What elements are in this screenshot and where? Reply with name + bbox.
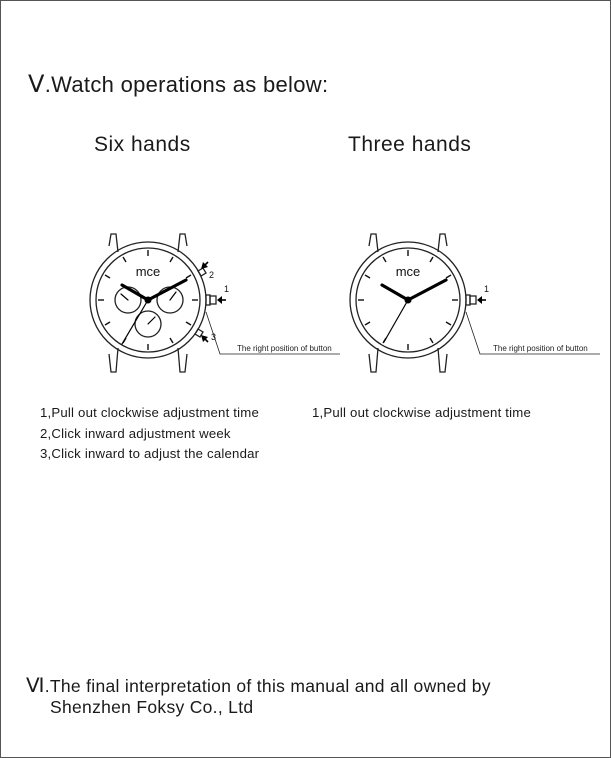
section-6-statement bbox=[26, 676, 491, 718]
three-hands-title: Three hands bbox=[348, 133, 472, 156]
button-position-note: The right position of button bbox=[493, 344, 588, 353]
second-hand bbox=[122, 300, 148, 344]
section-5-numeral: Ⅴ bbox=[28, 72, 45, 98]
crown-1-cap-icon bbox=[470, 296, 476, 304]
marker-1: 1 bbox=[224, 284, 230, 294]
lug-top-left bbox=[369, 234, 378, 252]
hour-hand bbox=[382, 285, 408, 300]
marker-1: 1 bbox=[484, 284, 490, 294]
center-pin bbox=[405, 297, 412, 304]
lug-bottom-right bbox=[438, 348, 447, 372]
brand-logo: mce bbox=[395, 264, 421, 279]
marker-3: 3 bbox=[211, 332, 217, 342]
section-5-title: .Watch operations as below: bbox=[44, 72, 329, 97]
instruction-3: 3,Click inward to adjust the calendar bbox=[40, 446, 260, 461]
brand-logo: mce bbox=[135, 264, 161, 279]
section-6-line-2: Shenzhen Foksy Co., Ltd bbox=[50, 697, 254, 717]
instruction-1: 1,Pull out clockwise adjustment time bbox=[40, 405, 260, 420]
lug-bottom-left bbox=[109, 348, 118, 372]
three-hands-instructions bbox=[312, 403, 531, 424]
lug-top-right bbox=[178, 234, 187, 252]
subdial-left-hand bbox=[121, 294, 128, 300]
pusher-2-icon bbox=[198, 268, 206, 276]
six-hands-watch-diagram bbox=[80, 228, 340, 378]
lug-top-right bbox=[438, 234, 447, 252]
crown-1-cap-icon bbox=[210, 296, 216, 304]
lug-bottom-left bbox=[369, 348, 378, 372]
lug-top-left bbox=[109, 234, 118, 252]
subdial-right-hand bbox=[170, 292, 176, 300]
lug-bottom-right bbox=[178, 348, 187, 372]
six-hands-title: Six hands bbox=[94, 133, 191, 156]
six-hands-instructions bbox=[40, 403, 259, 465]
three-hands-watch-diagram bbox=[340, 228, 600, 378]
instruction-1: 1,Pull out clockwise adjustment time bbox=[312, 405, 532, 420]
section-6-numeral: Ⅵ bbox=[26, 675, 45, 697]
button-position-note: The right position of button bbox=[237, 344, 332, 353]
second-hand bbox=[384, 300, 408, 342]
minute-hand bbox=[408, 280, 446, 300]
section-6-line-1: Ⅵ.The final interpretation of this manual and all owned by bbox=[26, 675, 491, 697]
instruction-2: 2,Click inward adjustment week bbox=[40, 425, 231, 441]
minute-hand bbox=[148, 280, 186, 300]
section-5-heading bbox=[28, 70, 328, 99]
marker-2: 2 bbox=[209, 270, 215, 280]
subdial-bottom-hand bbox=[148, 317, 155, 324]
center-pin bbox=[145, 297, 152, 304]
